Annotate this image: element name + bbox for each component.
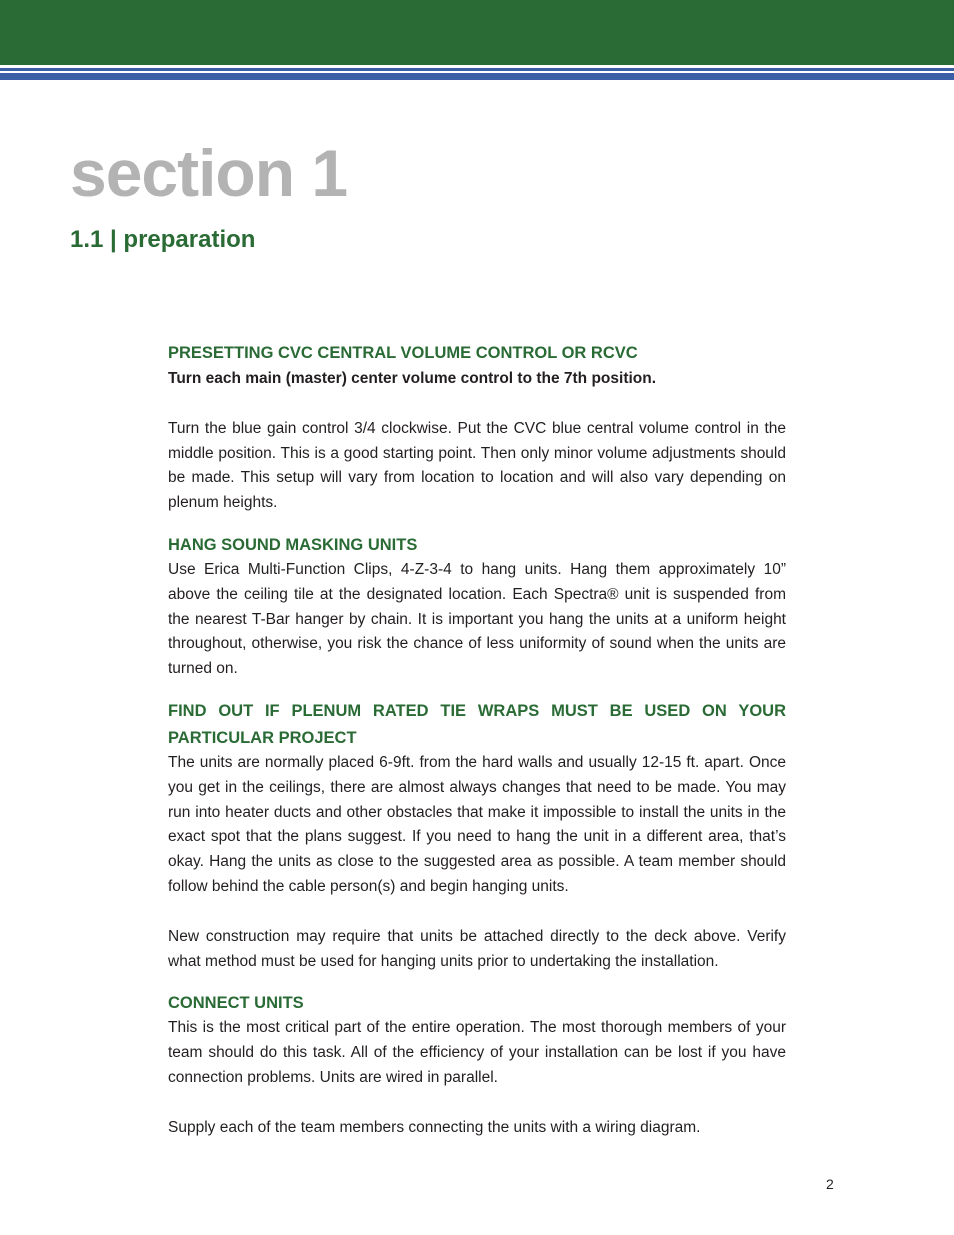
paragraph-tie-wraps-2: New construction may require that units be attached directly to the deck above. Verify what method must be used for hanging units prior to undertaking the installation. (168, 927, 786, 970)
heading-presetting: PRESETTING CVC CENTRAL VOLUME CONTROL OR RCVC (168, 344, 638, 362)
paragraph-connect-units-2: Supply each of the team members connecting the units with a wiring diagram. (168, 1118, 701, 1136)
block-tie-wraps (168, 698, 786, 974)
lead-presetting: Turn each main (master) center volume control to the 7th position. (168, 370, 657, 387)
block-presetting (168, 340, 786, 516)
paragraph-hang-units: Use Erica Multi-Function Clips, 4-Z-3-4 to hang units. Hang them approximately 10” above the ceiling tile at the designated location. Each Spectra® unit is suspended from the nearest T-Bar hanger by chain. It is important you hang the units at a uniform height throughout, otherwise, you risk the chance of less uniformity of sound when the units are turned on. (168, 560, 786, 678)
heading-tie-wraps-line2: PARTICULAR PROJECT (168, 728, 357, 747)
header-rule-thin (0, 68, 954, 71)
main-content (168, 340, 786, 1141)
page-number: 2 (826, 1176, 834, 1192)
section-title: section 1 (70, 136, 348, 210)
paragraph-presetting: Turn the blue gain control 3/4 clockwise. Put the CVC blue central volume control in the middle position. This is a good starting point. Then only minor volume adjustments should be made. This setup will vary from location to location and will also vary depending on plenum heights. (168, 419, 786, 512)
heading-connect-units: CONNECT UNITS (168, 994, 304, 1013)
block-connect-units (168, 990, 786, 1140)
heading-tie-wraps-line1: FIND OUT IF PLENUM RATED TIE WRAPS MUST BE USED ON YOUR (168, 701, 786, 720)
paragraph-tie-wraps-1: The units are normally placed 6-9ft. from the hard walls and usually 12-15 ft. apart. Once you get in the ceilings, there are almost always changes that need to be made. You may run into heater ducts and other obstacles that make it impossible to install the units in the exact spot that the plans suggest. If you need to hang the unit in a different area, that’s okay. Hang the units as close to the suggested area as possible. A team member should follow behind the cable person(s) and begin hanging units. (168, 753, 786, 895)
heading-hang-units: HANG SOUND MASKING UNITS (168, 535, 418, 554)
section-subtitle: 1.1 | preparation (70, 226, 256, 253)
header-band (0, 0, 954, 65)
paragraph-connect-units-1: This is the most critical part of the entire operation. The most thorough members of your team should do this task. All of the efficiency of your installation can be lost if you have connection problems. Units are wired in parallel. (168, 1019, 786, 1086)
header-rule-thick (0, 73, 954, 80)
block-hang-units (168, 532, 786, 682)
